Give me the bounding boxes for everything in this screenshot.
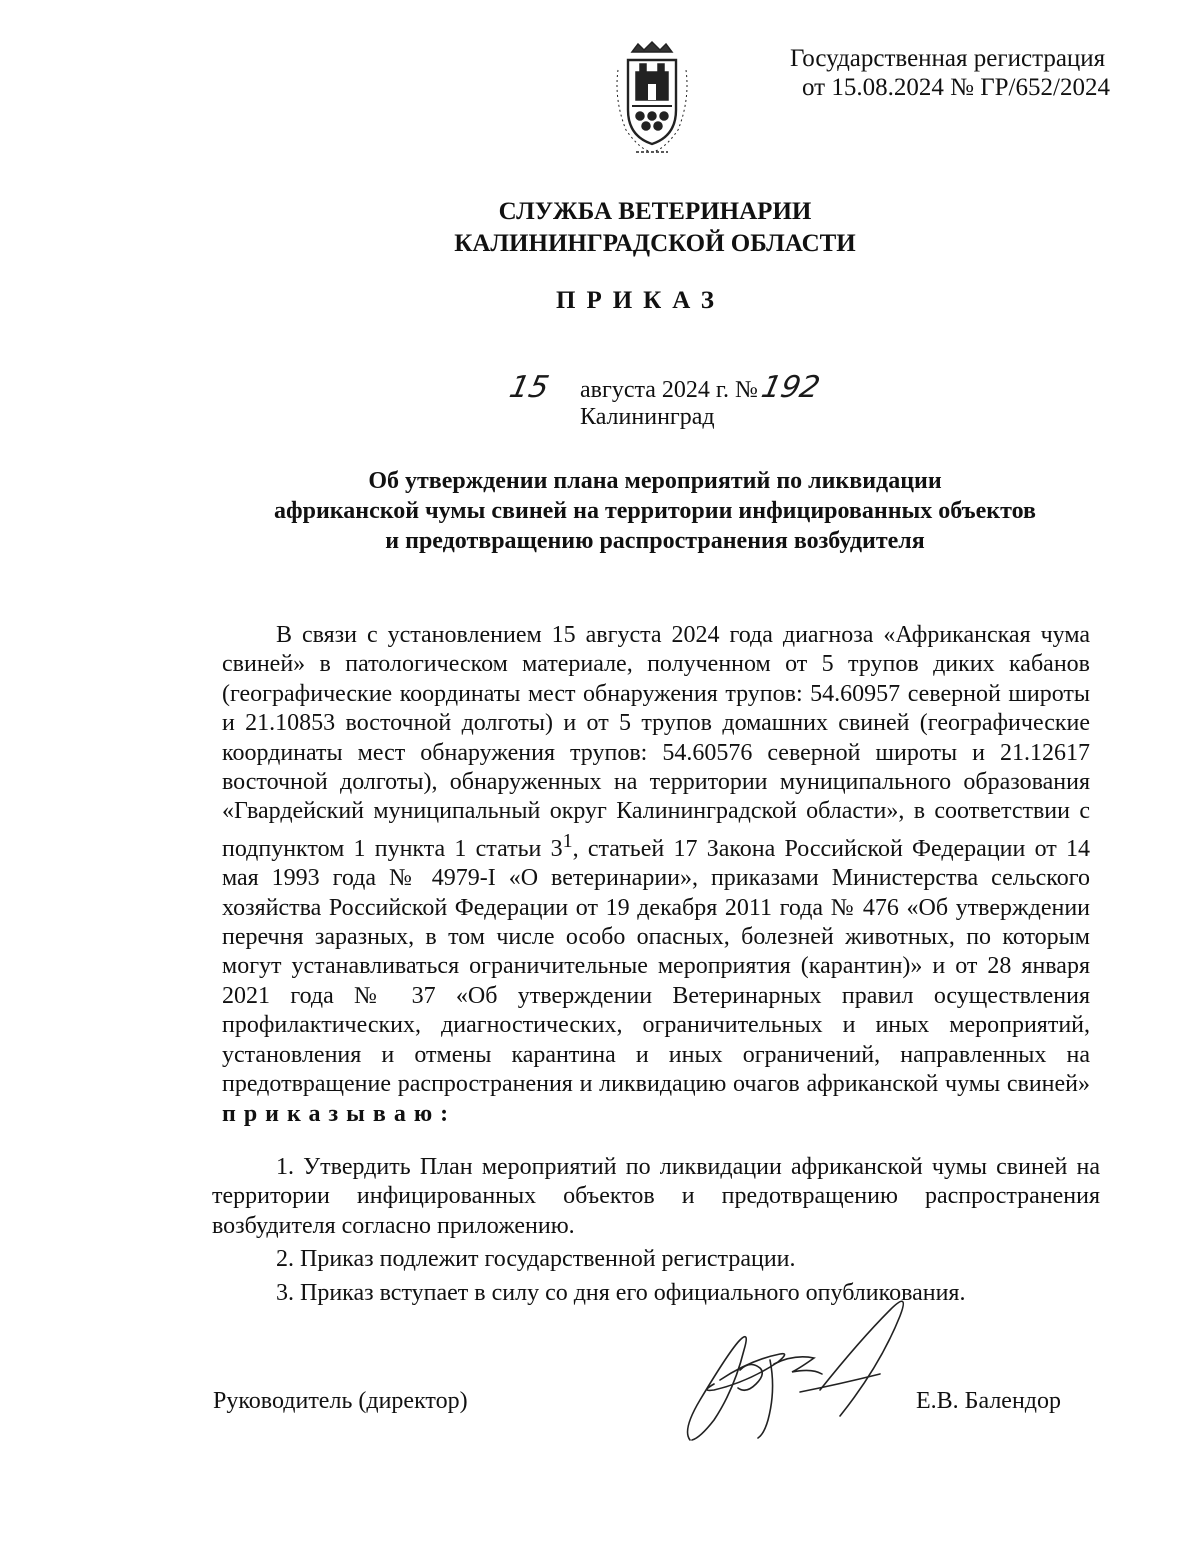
coat-of-arms-icon <box>610 40 694 160</box>
title-line-1: Об утверждении плана мероприятий по ликвидации <box>368 468 942 494</box>
handwritten-signature-icon <box>670 1300 930 1450</box>
preamble-part-1: В связи с установлением 15 августа 2024 года диагноза «Африканская чума свиней» в патологическом материале, полученном от 5 трупов диких кабанов (географические координаты мест обнаружения трупов: 54.60957 северной широты и 21.10853 восточной долготы) и от 5 трупов домашних свиней (географические координаты мест обнаружения трупов: 54.60576 северной широты и 21.12617 восточной долготы), обнаруженных на территории муниципального образования «Гвардейский муниципальный округ Калининградской области», в соответствии с подпунктом 1 пункта 1 статьи 3 <box>222 622 1090 862</box>
order-item: 3. Приказ вступает в силу со дня его официального опубликования. <box>276 1279 966 1306</box>
document-type: ПРИКАЗ <box>556 287 725 314</box>
registration-line-1: Государственная регистрация <box>790 45 1106 72</box>
registration-line-2: от 15.08.2024 № ГР/652/2024 <box>802 74 1110 101</box>
city: Калининград <box>580 404 715 430</box>
order-items <box>212 1153 1100 1308</box>
date-month-year: августа 2024 г. № <box>580 377 758 403</box>
title-line-2: африканской чумы свиней на территории инфицированных объектов <box>274 498 1036 524</box>
preamble-paragraph <box>222 621 1090 1129</box>
organization-line-1: СЛУЖБА ВЕТЕРИНАРИИ <box>498 198 812 225</box>
order-item: 1. Утвердить План мероприятий по ликвидации африканской чумы свиней на территории инфицированных объектов и предотвращению распространения возбудителя согласно приложению. <box>212 1154 1100 1239</box>
signatory-role: Руководитель (директор) <box>213 1388 468 1414</box>
title-line-3: и предотвращению распространения возбудителя <box>385 528 925 554</box>
organization-line-2: КАЛИНИНГРАДСКОЙ ОБЛАСТИ <box>454 230 856 257</box>
date-row <box>506 370 823 405</box>
preamble-part-2: , статьей 17 Закона Российской Федерации от 14 мая 1993 года № 4979-I «О ветеринарии», приказами Министерства сельского хозяйства Российской Федерации от 19 декабря 2011 года № 476 «Об утверждении перечня заразных, в том числе особо опасных, болезней животных, по которым могут устанавливаться ограничительные мероприятия (карантин)» и от 28 января 2021 года № 37 «Об утверждении Ветеринарных правил осуществления профилактических, диагностических, ограничительных и иных мероприятий, установления и отмены карантина и иных ограничений, направленных на предотвращение распространения и ликвидацию очагов африканской чумы свиней» <box>222 835 1090 1098</box>
date-day-handwritten: 15 <box>506 370 552 405</box>
order-item: 2. Приказ подлежит государственной регистрации. <box>276 1246 796 1273</box>
organization-name <box>0 196 1200 260</box>
order-number-handwritten: 192 <box>758 370 823 405</box>
preamble <box>222 621 1090 1129</box>
preamble-superscript: 1 <box>562 829 573 852</box>
decree-word: приказываю: <box>222 1100 457 1127</box>
signatory-name: Е.В. Балендор <box>916 1388 1061 1414</box>
document-title <box>0 466 1200 556</box>
registration-note <box>790 44 1110 102</box>
